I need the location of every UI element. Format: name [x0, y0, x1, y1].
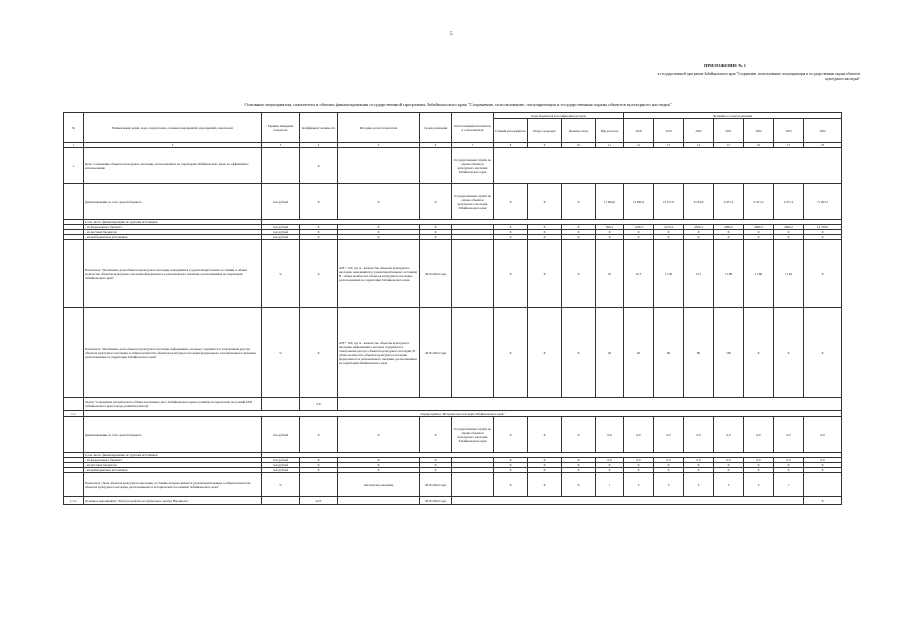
finance-method: Х	[338, 184, 420, 220]
header-2022: 2022	[744, 119, 774, 143]
finance-2020: 13 571,9	[654, 184, 684, 220]
source-cell: 0,0	[774, 458, 804, 463]
finance-2019: 13 966,4	[624, 184, 654, 220]
source-cell: Х	[774, 230, 804, 235]
indicator-cell: Х	[562, 473, 596, 497]
source-cell: Х	[744, 463, 774, 468]
source-cell: Х	[494, 235, 528, 240]
source-cell: Х	[744, 230, 774, 235]
source-cell: Х	[300, 463, 338, 468]
source-cell: 2082,2	[774, 225, 804, 230]
source-cell: Х	[654, 235, 684, 240]
column-number: 18	[804, 143, 842, 148]
column-number: 10	[562, 143, 596, 148]
finance-2023: 9 471,2	[744, 184, 774, 220]
source-cell: 0,0	[624, 458, 654, 463]
source-name: - из внебюджетных источников	[84, 468, 262, 473]
column-number: 16	[744, 143, 774, 148]
source-name: - из местных бюджетов	[84, 230, 262, 235]
sources-label: в том числе, финансирование по группам источников	[84, 453, 262, 458]
finance-2018: 0,0	[596, 417, 624, 453]
measure-name: Основное мероприятие "Благоустройство исторического центра Нерчинска"	[84, 497, 262, 505]
header-2018: 2018	[624, 119, 654, 143]
indicator-cell: Х	[528, 240, 562, 308]
finance-unit: тыс.рублей	[262, 184, 300, 220]
source-cell: Х	[528, 230, 562, 235]
header-coef: Коэффициент значимости	[300, 113, 338, 143]
indicator-cell: 100	[714, 308, 744, 398]
indicator-cell: 5	[714, 473, 744, 497]
indicator-name: Показатель "Увеличение доли объектов культурного наследия, информация о которых содержится в электронном реестре объектов культурного наследия, в общем количестве объектов культурного наследия федерального и регионального значения, расположенных на территории Забайкальского края"	[84, 308, 262, 398]
finance-2020: 0,0	[654, 417, 684, 453]
source-cell: Х	[804, 468, 842, 473]
source-cell: Х	[528, 463, 562, 468]
indicator-row	[64, 240, 842, 308]
indicator-cell: Х	[744, 308, 774, 398]
source-cell: Х	[684, 463, 714, 468]
header-unit: Единица измерения показателя	[262, 113, 300, 143]
source-cell: Х	[300, 235, 338, 240]
source-cell: Х	[494, 225, 528, 230]
finance-total: 0,0	[804, 417, 842, 453]
indicator-period: 2018-2024 годы	[420, 308, 452, 398]
column-number: 17	[774, 143, 804, 148]
indicator-cell: 10	[596, 240, 624, 308]
indicator-row	[64, 308, 842, 398]
header-name: Наименование целей, задач, подпрограмм, основных мероприятий, мероприятий, показателей	[84, 113, 262, 143]
source-cell: Х	[562, 235, 596, 240]
source-cell: 856,1	[596, 225, 624, 230]
source-cell: Х	[300, 230, 338, 235]
source-cell: Х	[774, 468, 804, 473]
finance-cs: Х	[562, 417, 596, 453]
source-cell: Х	[494, 468, 528, 473]
source-cell: 0,0	[804, 458, 842, 463]
column-number: 8	[494, 143, 528, 148]
indicator-method: Абсолютное значение	[338, 473, 420, 497]
indicator-cell: 7	[774, 473, 804, 497]
source-cell: Х	[338, 468, 420, 473]
source-cell: Х	[596, 468, 624, 473]
header-period: Сроки реализации	[420, 113, 452, 143]
finance-2022: 0,0	[714, 417, 744, 453]
goal-responsible: Государственная служба по охране объектов культурного наследия Забайкальского края	[452, 148, 494, 184]
indicator-cell: 3	[654, 473, 684, 497]
indicator-cell: 11,36	[654, 240, 684, 308]
header-responsible: Ответственный исполнитель и соисполнители	[452, 113, 494, 143]
finance-2022: 9 471,2	[714, 184, 744, 220]
indicator-cell: 1	[596, 473, 624, 497]
indicator-cell: Х	[494, 473, 528, 497]
column-number: 15	[714, 143, 744, 148]
source-cell: 0,0	[596, 458, 624, 463]
header-cs: Целевая статья	[562, 119, 596, 143]
source-cell: 2082,2	[744, 225, 774, 230]
indicator-cell: 11,64	[774, 240, 804, 308]
source-cell: Х	[494, 458, 528, 463]
subprogram-title: Подпрограмма "Историческое наследие Забайкальского края"	[84, 411, 842, 417]
column-number: 1	[64, 143, 84, 148]
source-cell: Х	[338, 463, 420, 468]
source-cell: Х	[338, 458, 420, 463]
source-cell: Х	[684, 230, 714, 235]
source-cell: 4309,3	[684, 225, 714, 230]
header-grbs: Главный распорядитель	[494, 119, 528, 143]
source-cell: Х	[654, 230, 684, 235]
source-name: - из федерального бюджета	[84, 458, 262, 463]
indicator-cell: Х	[528, 308, 562, 398]
indicator-cell: Х	[774, 308, 804, 398]
column-number: 11	[596, 143, 624, 148]
source-cell: Х	[714, 230, 744, 235]
source-unit: тыс.рублей	[262, 458, 300, 463]
finance-grbs: Х	[494, 184, 528, 220]
finance-unit: тыс.рублей	[262, 417, 300, 453]
program-table	[63, 112, 842, 505]
indicator-cell: 11,98	[714, 240, 744, 308]
source-cell: Х	[596, 463, 624, 468]
indicator-period: 2018-2024 годы	[420, 240, 452, 308]
appendix-title: ПРИЛОЖЕНИЕ № 1	[704, 63, 746, 68]
column-number: 6	[420, 143, 452, 148]
indicator-cell: Х	[494, 308, 528, 398]
source-cell: Х	[714, 235, 744, 240]
finance-2024: 0,0	[774, 417, 804, 453]
source-cell: Х	[774, 235, 804, 240]
source-cell: Х	[420, 230, 452, 235]
source-unit: тыс.рублей	[262, 235, 300, 240]
source-cell: Х	[494, 463, 528, 468]
indicator-cell: 40	[624, 308, 654, 398]
source-cell: Х	[528, 225, 562, 230]
source-cell: Х	[300, 468, 338, 473]
source-cell: Х	[300, 225, 338, 230]
finance-grbs: Х	[494, 417, 528, 453]
source-cell: Х	[654, 468, 684, 473]
indicator-method: А/В * 100, где А - количество объектов культурного наследия, информация о которых содержится в электронном реестре объектов культурного наследия; В - общее количество объектов культурного наследия федерального и регионального значения, расположенных на территории Забайкальского края	[338, 308, 420, 398]
header-values: Значения по годам реализации	[624, 113, 842, 119]
source-cell: Х	[624, 468, 654, 473]
source-unit: тыс.рублей	[262, 463, 300, 468]
indicator-cell: 20	[596, 308, 624, 398]
source-cell: Х	[562, 463, 596, 468]
source-cell: Х	[714, 468, 744, 473]
header-razdel: Раздел, подраздел	[528, 119, 562, 143]
source-cell: Х	[528, 235, 562, 240]
header-budget-codes: Коды бюджетной классификации расходов	[494, 113, 624, 119]
source-cell: Х	[744, 468, 774, 473]
indicator-coef: А	[300, 240, 338, 308]
finance-cs: Х	[562, 184, 596, 220]
source-cell: Х	[420, 225, 452, 230]
source-cell: Х	[714, 463, 744, 468]
indicator-method: А/В * 100, где А - количество объектов культурного наследия, находящихся в удовлетворительном состоянии; В - общее количество объектов культурного наследия, расположенных на территории Забайкальского края	[338, 240, 420, 308]
indicator-cell: Х	[804, 240, 842, 308]
appendix-subtitle: к государственной программе Забайкальского края "Сохранение, использование, популяризация и государственная охрана объектов культурного наследия"	[657, 72, 860, 81]
column-number: 5	[338, 143, 420, 148]
source-cell: Х	[624, 463, 654, 468]
task-coef: 0,8	[300, 398, 338, 411]
measure-row	[64, 497, 842, 505]
column-number: 2	[84, 143, 262, 148]
goal-name: Цель: Сохранение объектов культурного наследия, расположенных на территории Забайкальского края, их эффективное использование	[84, 148, 262, 184]
source-unit: тыс.рублей	[262, 230, 300, 235]
source-cell: 0,0	[654, 458, 684, 463]
indicator-unit: %	[262, 473, 300, 497]
indicator-cell: Х	[562, 240, 596, 308]
goal-row	[64, 148, 842, 184]
column-number: 13	[654, 143, 684, 148]
finance-row	[64, 184, 842, 220]
header-2024: 2024	[804, 119, 842, 143]
finance-coef: Х	[300, 184, 338, 220]
finance-row	[64, 417, 842, 453]
source-cell: Х	[596, 235, 624, 240]
indicator-cell: Х	[494, 240, 528, 308]
indicator-cell: 10,5	[624, 240, 654, 308]
indicator-name: Показатель "Доля объектов культурного наследия, состояние которых является удовлетворительным, в общем количестве объектов культурного наследия, расположенных в исторических поселениях Забайкальского края"	[84, 473, 262, 497]
task-name: Задача "Сохранение исторического облика населенных мест Забайкальского края в развитие исторических поселений ЕРП Забайкальского края (города развития регион)"	[84, 398, 262, 411]
source-cell: Х	[420, 458, 452, 463]
indicator-period: 2018-2024 годы	[420, 473, 452, 497]
source-cell: 0,0	[714, 458, 744, 463]
source-cell: Х	[562, 225, 596, 230]
source-unit: тыс.рублей	[262, 468, 300, 473]
finance-razdel: Х	[528, 184, 562, 220]
header-vr: Вид расходов	[596, 119, 624, 143]
source-cell: Х	[300, 458, 338, 463]
page-number: 5	[450, 32, 453, 37]
finance-razdel: Х	[528, 417, 562, 453]
measure-num: 1.1.1.	[64, 497, 84, 505]
source-cell: 14 759,6	[804, 225, 842, 230]
source-cell: Х	[562, 468, 596, 473]
finance-responsible: Государственная служба по охране объектов культурного наследия Забайкальского края	[452, 184, 494, 220]
indicator-cell: 80	[684, 308, 714, 398]
header-2019: 2019	[654, 119, 684, 143]
finance-total: 71 203,1	[804, 184, 842, 220]
indicator-cell: Х	[528, 473, 562, 497]
source-cell: Х	[562, 230, 596, 235]
finance-period: Х	[420, 184, 452, 220]
finance-period: Х	[420, 417, 452, 453]
indicator-row	[64, 473, 842, 497]
source-cell: Х	[494, 230, 528, 235]
header-2021: 2021	[714, 119, 744, 143]
subprogram-num: 1.1.	[64, 411, 84, 417]
finance-name: финансирование за счет средств бюджета	[84, 417, 262, 453]
source-cell: Х	[420, 235, 452, 240]
indicator-cell: 12,1	[684, 240, 714, 308]
source-cell: Х	[804, 230, 842, 235]
source-cell: Х	[624, 230, 654, 235]
finance-2021: 0,0	[684, 417, 714, 453]
source-cell: Х	[528, 458, 562, 463]
column-number: 14	[684, 143, 714, 148]
source-cell: Х	[684, 235, 714, 240]
measure-total: Х	[804, 497, 842, 505]
indicator-cell: 11,86	[744, 240, 774, 308]
finance-2019: 0,0	[624, 417, 654, 453]
finance-name: финансирование за счет средств бюджета	[84, 184, 262, 220]
source-cell: Х	[420, 463, 452, 468]
source-cell: Х	[338, 230, 420, 235]
source-cell: Х	[420, 468, 452, 473]
finance-2023: 0,0	[744, 417, 774, 453]
sources-label: в том числе, финансирование по группам источников	[84, 220, 262, 225]
indicator-cell: 2	[624, 473, 654, 497]
header-num: №	[64, 113, 84, 143]
source-cell: Х	[528, 468, 562, 473]
source-cell: Х	[338, 225, 420, 230]
column-number: 7	[452, 143, 494, 148]
source-cell: Х	[338, 235, 420, 240]
indicator-unit: %	[262, 240, 300, 308]
source-name: - из внебюджетных источников	[84, 235, 262, 240]
measure-period: 2018-2024 годы	[420, 497, 452, 505]
source-rows	[64, 225, 842, 240]
finance-coef: Х	[300, 417, 338, 453]
source-cell: Х	[804, 235, 842, 240]
source-cell: Х	[562, 458, 596, 463]
source-cell: 2082,2	[714, 225, 744, 230]
finance-responsible: Государственная служба по охране объектов культурного наследия Забайкальского края	[452, 417, 494, 453]
goal-num: 1.	[64, 148, 84, 184]
column-number: 3	[262, 143, 300, 148]
header-2023: 2023	[774, 119, 804, 143]
source-cell: Х	[744, 235, 774, 240]
source-cell: 2173,4	[654, 225, 684, 230]
source-name: - из местных бюджетов	[84, 463, 262, 468]
finance-2021: 9 254,9	[684, 184, 714, 220]
measure-coef: 0,25	[300, 497, 338, 505]
source-rows	[64, 458, 842, 473]
document-title: Основные мероприятия, показатели и объемы финансирования государственной программы Забайкальского края "Сохранение, использование, популяризация и государственная охрана объектов культурного наследия"	[244, 102, 672, 107]
goal-coef: Х	[300, 148, 338, 184]
header-method: Методика расчета показателя	[338, 113, 420, 143]
column-number: 12	[624, 143, 654, 148]
source-cell: Х	[654, 463, 684, 468]
source-cell: 0,0	[684, 458, 714, 463]
indicator-unit: %	[262, 308, 300, 398]
column-number: 9	[528, 143, 562, 148]
header-2020: 2020	[684, 119, 714, 143]
finance-2018: 11 844,0	[596, 184, 624, 220]
source-cell: Х	[684, 468, 714, 473]
finance-method: Х	[338, 417, 420, 453]
source-cell: Х	[774, 463, 804, 468]
column-number: 4	[300, 143, 338, 148]
indicator-cell: 60	[654, 308, 684, 398]
source-name: - из федерального бюджета	[84, 225, 262, 230]
task-row	[64, 398, 842, 411]
source-cell: Х	[804, 463, 842, 468]
indicator-cell: Х	[562, 308, 596, 398]
source-cell: 1106,3	[624, 225, 654, 230]
indicator-cell: Х	[804, 308, 842, 398]
source-cell: 0,0	[744, 458, 774, 463]
indicator-coef: Х	[300, 308, 338, 398]
source-cell: Х	[624, 235, 654, 240]
source-unit: тыс.рублей	[262, 225, 300, 230]
finance-2024: 9 471,2	[774, 184, 804, 220]
indicator-name: Показатель "Увеличение доли объектов культурного наследия, находящихся в удовлетворительном состоянии, в общем количестве объектов культурного наследия федерального и регионального значения, расположенных на территории Забайкальского края"	[84, 240, 262, 308]
source-cell: Х	[596, 230, 624, 235]
indicator-cell: 4	[684, 473, 714, 497]
indicator-cell: 6	[744, 473, 774, 497]
